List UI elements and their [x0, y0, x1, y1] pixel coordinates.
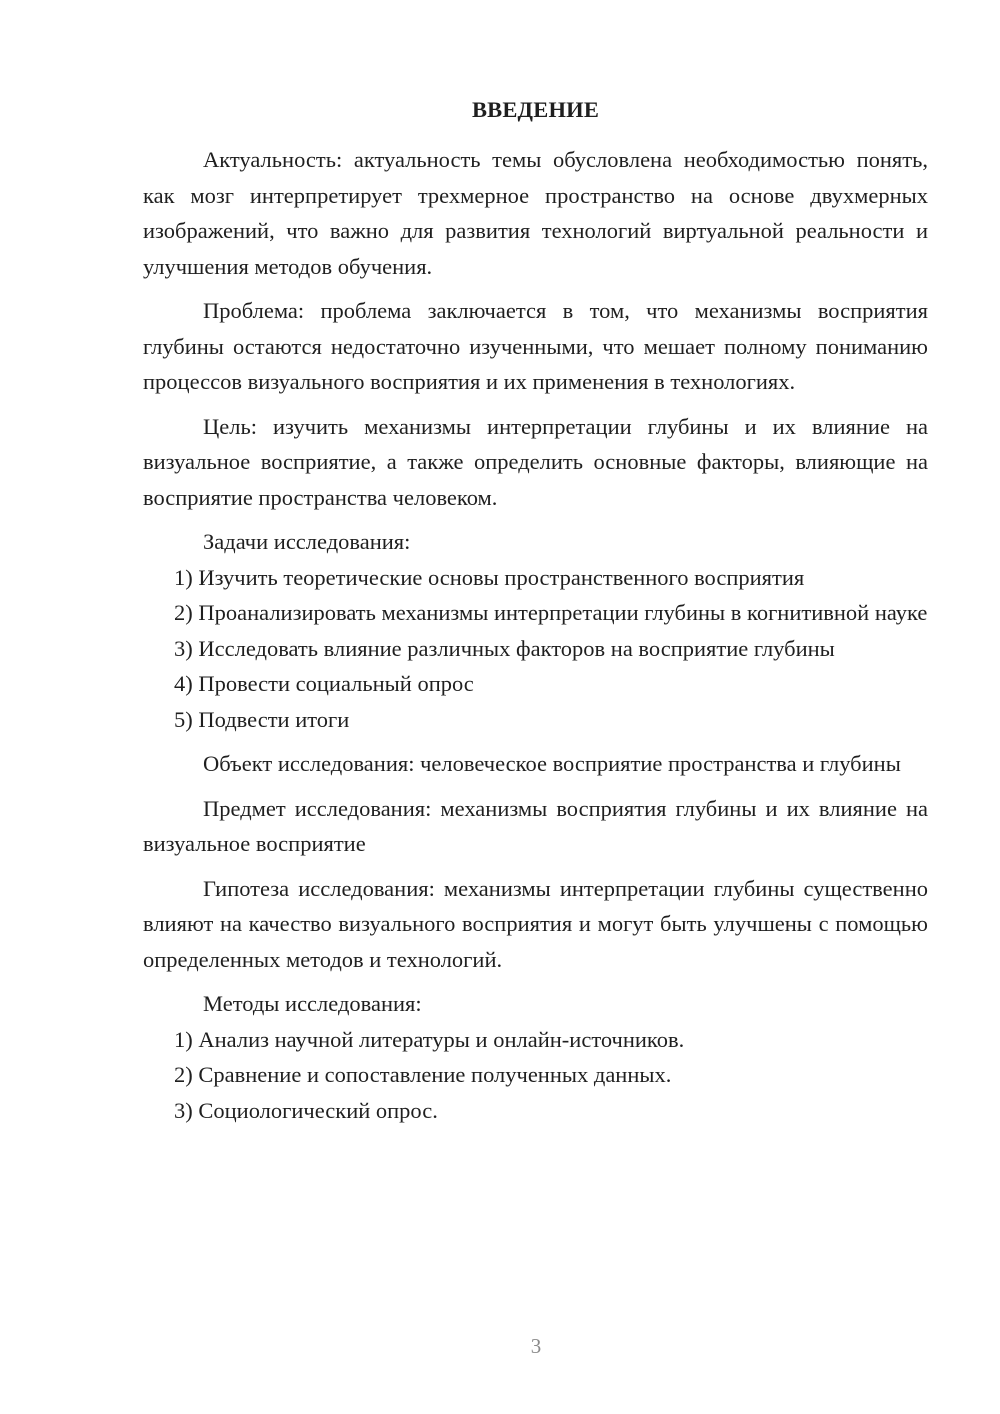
hypothesis-paragraph: Гипотеза исследования: механизмы интерпретации глубины существенно влияют на качество визуального восприятия и могут быть улучшены с помощью определенных методов и технологий.: [143, 875, 928, 972]
object-paragraph: Объект исследования: человеческое восприятие пространства и глубины: [203, 751, 901, 776]
goal-paragraph: Цель: изучить механизмы интерпретации глубины и их влияние на визуальное восприятие, а также определить основные факторы, влияющие на восприятие пространства человеком.: [143, 413, 928, 510]
method-item: 3) Социологический опрос.: [174, 1097, 438, 1123]
task-item: 4) Провести социальный опрос: [174, 671, 474, 696]
page-title: ВВЕДЕНИЕ: [471, 97, 600, 122]
method-item: 2) Сравнение и сопоставление полученных данных.: [174, 1062, 672, 1087]
tasks-heading: Задачи исследования:: [203, 529, 411, 554]
task-item: 3) Исследовать влияние различных факторов на восприятие глубины: [174, 635, 835, 661]
problem-paragraph: Проблема: проблема заключается в том, что механизмы восприятия глубины остаются недостаточно изученными, что мешает полному пониманию процессов визуального восприятия и их применения в технологиях.: [143, 298, 928, 394]
subject-paragraph: Предмет исследования: механизмы восприятия глубины и их влияние на визуальное восприятие: [143, 795, 928, 856]
task-item: 1) Изучить теоретические основы пространственного восприятия: [174, 564, 805, 590]
relevance-paragraph: Актуальность: актуальность темы обусловлена необходимостью понять, как мозг интерпретирует трехмерное пространство на основе двухмерных изображений, что важно для развития технологий виртуальной реальности и улучшения методов обучения.: [143, 147, 928, 279]
methods-heading: Методы исследования:: [203, 991, 422, 1016]
task-item: 2) Проанализировать механизмы интерпретации глубины в когнитивной науке: [174, 600, 928, 625]
method-item: 1) Анализ научной литературы и онлайн-источников.: [174, 1026, 685, 1052]
page-content: [143, 92, 928, 1128]
task-item: 5) Подвести итоги: [174, 706, 350, 732]
page-number: 3: [530, 1334, 542, 1358]
